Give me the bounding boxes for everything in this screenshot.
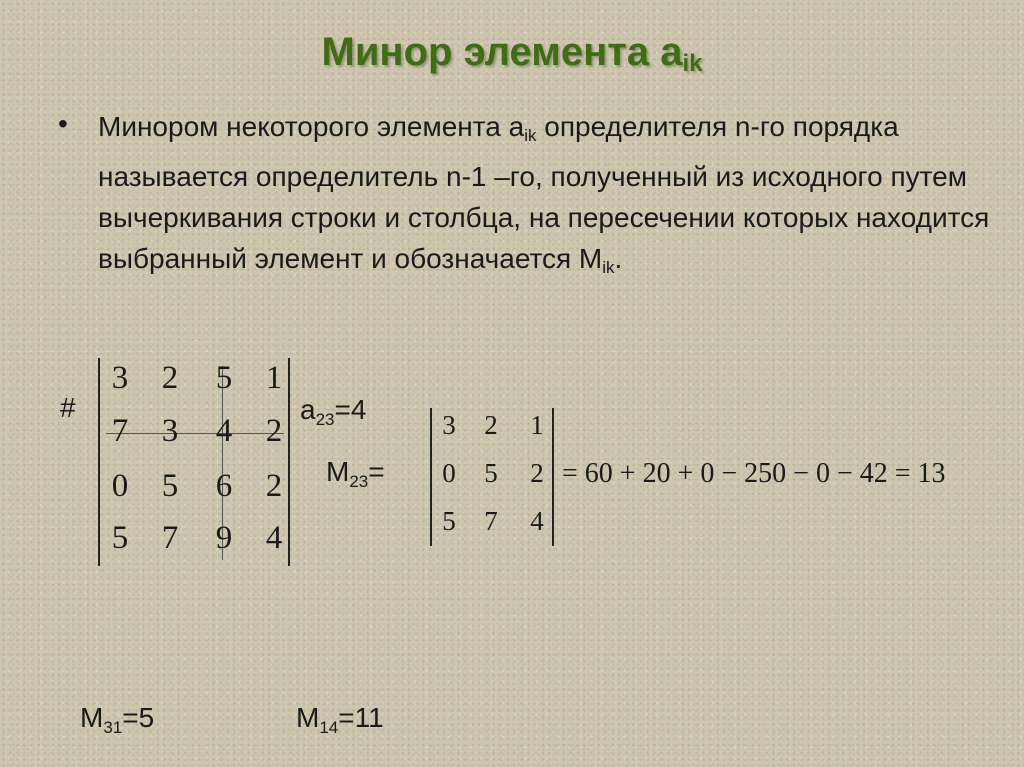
matrix-cell: 5 [484,458,498,488]
bullet-marker: • [58,108,68,139]
minor-m31 [80,702,154,738]
definition-part3: . [614,243,623,274]
definition-text [98,106,998,288]
matrix-cell: 7 [484,506,498,536]
matrix-cell: 9 [215,520,233,556]
determinant-4x4 [98,358,296,566]
matrix-cell: 0 [111,468,129,504]
definition-subscript1: ik [524,126,537,145]
definition-part1: Минором некоторого элемента a [98,111,525,142]
matrix-cell: 1 [530,410,544,440]
matrix-cell: 2 [265,413,283,449]
minor-letter: M [80,702,104,733]
minor-letter: M [296,702,320,733]
element-value [300,394,366,430]
matrix-cell: 4 [265,520,283,556]
matrix-cell: 4 [215,413,233,449]
matrix-cell: 2 [265,468,283,504]
minor-m14 [296,702,384,738]
definition-subscript2: ik [602,258,615,277]
element-subscript: 23 [315,410,335,429]
slide-title [0,30,1024,78]
matrix-cell: 3 [161,413,179,449]
minor-subscript: 31 [103,718,123,737]
matrix-cell: 4 [530,506,544,536]
element-label: a [300,394,316,425]
determinant-computation: = 60 + 20 + 0 − 250 − 0 − 42 = 13 [562,458,946,489]
title-subscript: ik [682,50,703,77]
matrix-cell: 1 [265,360,283,396]
matrix-cell: 5 [215,360,233,396]
title-text: Минор элемента a [321,30,683,74]
matrix-cell: 6 [215,468,233,504]
determinant-3x3 [430,408,560,546]
matrix-cell: 2 [530,458,544,488]
matrix-cell: 0 [442,458,456,488]
element-value-text: =4 [334,394,367,425]
example-marker: # [60,392,76,423]
minor-value: =5 [122,702,155,733]
matrix-cell: 5 [111,520,129,556]
matrix-cell: 3 [111,360,129,396]
matrix-cell: 7 [111,413,129,449]
matrix-cell: 2 [161,360,179,396]
matrix-cell: 7 [161,520,179,556]
minor-equals: = [368,456,385,487]
matrix-cell: 2 [484,410,498,440]
matrix-cell: 5 [442,506,456,536]
definition-part2: определителя n-го порядка называется определитель n-1 –го, полученный из исходного путем вычеркивания строки и столбца, на пересечении которых находится выбранный элемент и обозначается M [98,111,990,274]
minor-value: =11 [338,702,384,733]
minor-letter: M [326,456,350,487]
minor-label [326,456,385,492]
minor-subscript: 14 [319,718,339,737]
minor-subscript: 23 [349,472,369,491]
matrix-cell: 5 [161,468,179,504]
matrix-cell: 3 [442,410,456,440]
